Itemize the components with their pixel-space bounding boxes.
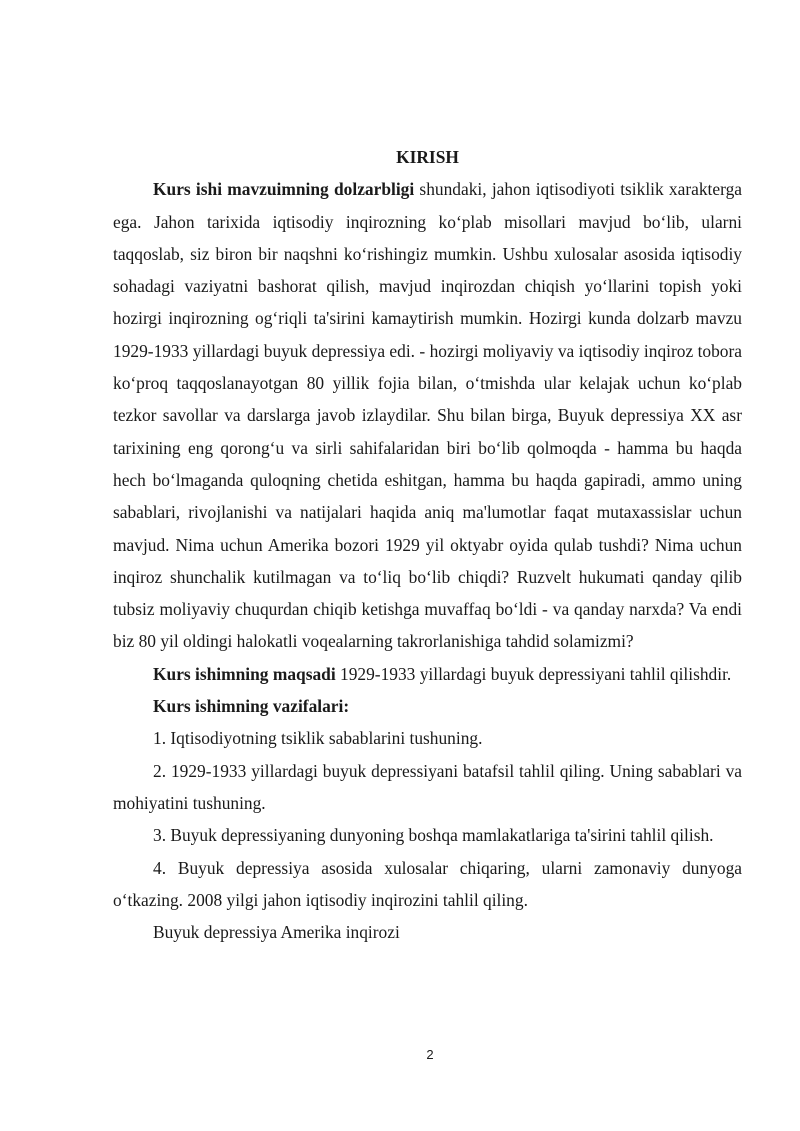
task-item: 4. Buyuk depressiya asosida xulosalar chiqaring, ularni zamonaviy dunyoga oʻtkazing. 2008 yilgi jahon iqtisodiy inqirozini tahlil qiling. — [113, 857, 742, 910]
task-item: 3. Buyuk depressiyaning dunyoning boshqa mamlakatlariga ta'sirini tahlil qilish. — [153, 825, 714, 846]
goal-text: 1929-1933 yillardagi buyuk depressiyani tahlil qilishdir. — [335, 663, 732, 684]
tasks-heading: Kurs ishimning vazifalari: — [153, 696, 350, 717]
relevance-label: Kurs ishi mavzuimning dolzarbligi — [153, 179, 415, 200]
goal-paragraph — [113, 658, 742, 690]
relevance-paragraph — [113, 173, 742, 657]
task-item: 1. Iqtisodiyotning tsiklik sabablarini tushuning. — [153, 728, 483, 749]
goal-label: Kurs ishimning maqsadi — [153, 663, 336, 684]
document-body — [113, 141, 742, 948]
page-title: KIRISH — [396, 147, 459, 167]
relevance-text: shundaki, jahon iqtisodiyoti tsiklik xarakterga ega. Jahon tarixida iqtisodiy inqirozning koʻplab misollari mavjud boʻlib, ularni taqqoslab, siz biron bir naqshni koʻrishingiz mumkin. Ushbu xulosalar asosida iqtisodiy sohadagi vaziyatni bashorat qilish, mavjud inqirozdan chiqish yoʻllarini topish yoki hozirgi inqirozning ogʻriqli ta'sirini kamaytirish mumkin. Hozirgi kunda dolzarb mavzu 1929-1933 yillardagi buyuk depressiya edi. - hozirgi moliyaviy va iqtisodiy inqiroz tobora koʻproq taqqoslanayotgan 80 yillik fojia bilan, oʻtmishda ular kelajak uchun koʻplab tezkor savollar va darslarga javob izlaydilar. Shu bilan birga, Buyuk depressiya XX asr tarixining eng qorongʻu va sirli sahifalaridan biri boʻlib qolmoqda - hamma bu haqda hech boʻlmaganda quloqning chetida eshitgan, hamma bu haqda gapiradi, ammo uning sabablari, rivojlanishi va natijalari haqida aniq ma'lumotlar faqat mutaxassislar uchun mavjud. Nima uchun Amerika bozori 1929 yil oktyabr oyida qulab tushdi? Nima uchun inqiroz shunchalik kutilmagan va toʻliq boʻlib chiqdi? Ruzvelt hukumati qanday qilib tubsiz moliyaviy chuqurdan chiqib ketishga muvaffaq boʻldi - va qanday narxda? Va endi biz 80 yil oldingi halokatli voqealarning takrorlanishiga tahdid solamizmi? — [113, 179, 742, 652]
task-item: 2. 1929-1933 yillardagi buyuk depressiyani batafsil tahlil qiling. Uning sabablari va mohiyatini tushuning. — [113, 760, 742, 813]
page-number: 2 — [426, 1047, 434, 1062]
section-lead-line: Buyuk depressiya Amerika inqirozi — [153, 922, 400, 943]
